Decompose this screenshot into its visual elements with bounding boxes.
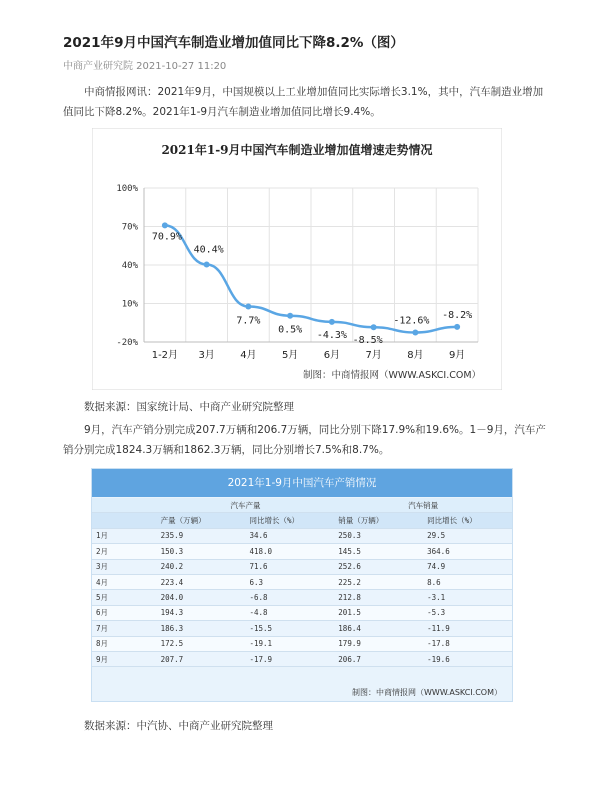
data-point xyxy=(204,261,210,267)
row-month: 9月 xyxy=(92,651,157,666)
row-output: 240.2 xyxy=(157,559,246,574)
row-output: 235.9 xyxy=(157,528,246,543)
output-yoy-header: 同比增长（%） xyxy=(245,513,334,528)
y-tick-label: 10% xyxy=(121,299,138,310)
table-row xyxy=(92,590,512,605)
article-meta: 中商产业研究院 2021-10-27 11:20 xyxy=(63,61,227,72)
data-label: 70.9% xyxy=(151,231,182,243)
x-tick-label: 8月 xyxy=(407,350,424,361)
row-output: 204.0 xyxy=(157,590,246,605)
data-label: 0.5% xyxy=(278,324,303,336)
x-tick-label: 6月 xyxy=(323,350,341,361)
row-output: 207.7 xyxy=(157,651,246,666)
data-label: -8.5% xyxy=(352,335,383,347)
row-sales: 212.8 xyxy=(334,590,423,605)
data-point xyxy=(329,319,335,325)
x-tick-label: 9月 xyxy=(448,350,466,361)
data-point xyxy=(245,303,251,309)
table-row xyxy=(92,651,512,666)
sales-header: 销量（万辆） xyxy=(334,513,423,528)
growth-line-chart xyxy=(92,128,502,390)
row-output-yoy: -19.1 xyxy=(245,636,334,651)
data-label: -12.6% xyxy=(393,315,430,327)
row-month: 8月 xyxy=(92,636,157,651)
article-title: 2021年9月中国汽车制造业增加值同比下降8.2%（图） xyxy=(63,35,404,51)
row-sales: 186.4 xyxy=(334,621,423,636)
production-sales-table xyxy=(91,468,513,702)
row-sales-yoy: 8.6 xyxy=(423,574,512,589)
sales-yoy-header: 同比增长（%） xyxy=(423,513,512,528)
row-output-yoy: -4.8 xyxy=(245,605,334,620)
x-tick-label: 1-2月 xyxy=(151,350,179,361)
row-month: 1月 xyxy=(92,528,157,543)
row-month: 6月 xyxy=(92,605,157,620)
row-output: 150.3 xyxy=(157,544,246,559)
row-output-yoy: -15.5 xyxy=(245,621,334,636)
group-production-header: 汽车产量 xyxy=(157,498,335,513)
row-sales-yoy: -3.1 xyxy=(423,590,512,605)
row-sales: 206.7 xyxy=(334,651,423,666)
data-point xyxy=(162,222,168,228)
x-tick-label: 4月 xyxy=(240,350,257,361)
month-header xyxy=(92,513,157,528)
y-tick-label: 70% xyxy=(121,222,138,233)
intro-paragraph: 中商情报网讯：2021年9月，中国规模以上工业增加值同比实际增长3.1%，其中，汽车制造业增加值同比下降8.2%。2021年1-9月汽车制造业增加值同比增长9.4%。 xyxy=(63,86,544,118)
table-row xyxy=(92,621,512,636)
x-tick-label: 3月 xyxy=(198,350,215,361)
y-tick-label: 100% xyxy=(116,184,138,194)
table-row xyxy=(92,528,512,543)
table-row xyxy=(92,636,512,651)
table-row xyxy=(92,605,512,620)
table-credit: 制图：中商情报网（WWW.ASKCI.COM） xyxy=(352,688,502,697)
row-output-yoy: 71.6 xyxy=(245,559,334,574)
data-label: -8.2% xyxy=(442,309,473,321)
table-row xyxy=(92,559,512,574)
data-point xyxy=(371,324,377,330)
x-tick-label: 7月 xyxy=(365,350,382,361)
production-sales-grid xyxy=(92,498,512,667)
table-corner xyxy=(92,498,157,513)
row-output-yoy: -17.9 xyxy=(245,651,334,666)
y-tick-label: 40% xyxy=(121,261,138,271)
row-output: 172.5 xyxy=(157,636,246,651)
table-source-note: 数据来源：中汽协、中商产业研究院整理 xyxy=(84,720,273,732)
row-sales-yoy: -11.9 xyxy=(423,621,512,636)
chart-source-note: 数据来源：国家统计局、中商产业研究院整理 xyxy=(84,401,294,413)
row-output-yoy: 6.3 xyxy=(245,574,334,589)
row-sales-yoy: 29.5 xyxy=(423,528,512,543)
row-output-yoy: 418.0 xyxy=(245,544,334,559)
row-sales: 201.5 xyxy=(334,605,423,620)
row-sales-yoy: -17.8 xyxy=(423,636,512,651)
group-sales-header: 汽车销量 xyxy=(334,498,512,513)
data-label: 40.4% xyxy=(193,244,224,256)
row-sales-yoy: -19.6 xyxy=(423,651,512,666)
row-month: 2月 xyxy=(92,544,157,559)
data-label: -4.3% xyxy=(316,329,347,341)
output-header: 产量（万辆） xyxy=(157,513,246,528)
sales-paragraph: 9月，汽车产销分别完成207.7万辆和206.7万辆，同比分别下降17.9%和19.6%。1－9月，汽车产销分别完成1824.3万辆和1862.3万辆，同比分别增长7.5%和8.7%。 xyxy=(63,424,546,456)
data-point xyxy=(287,313,293,319)
row-output: 223.4 xyxy=(157,574,246,589)
row-sales: 225.2 xyxy=(334,574,423,589)
row-month: 7月 xyxy=(92,621,157,636)
row-sales: 179.9 xyxy=(334,636,423,651)
row-sales: 252.6 xyxy=(334,559,423,574)
data-label: 7.7% xyxy=(236,315,261,327)
y-tick-label: -20% xyxy=(116,338,138,348)
row-sales-yoy: 364.6 xyxy=(423,544,512,559)
row-output: 186.3 xyxy=(157,621,246,636)
row-sales: 145.5 xyxy=(334,544,423,559)
row-output-yoy: -6.8 xyxy=(245,590,334,605)
row-sales-yoy: 74.9 xyxy=(423,559,512,574)
data-point xyxy=(454,324,460,330)
row-output: 194.3 xyxy=(157,605,246,620)
row-sales: 250.3 xyxy=(334,528,423,543)
table-title: 2021年1-9月中国汽车产销情况 xyxy=(92,469,512,497)
row-output-yoy: 34.6 xyxy=(245,528,334,543)
row-month: 5月 xyxy=(92,590,157,605)
row-sales-yoy: -5.3 xyxy=(423,605,512,620)
table-row xyxy=(92,574,512,589)
chart-credit: 制图：中商情报网（WWW.ASKCI.COM） xyxy=(302,370,482,381)
table-row xyxy=(92,544,512,559)
row-month: 4月 xyxy=(92,574,157,589)
chart-title: 2021年1-9月中国汽车制造业增加值增速走势情况 xyxy=(161,143,433,157)
row-month: 3月 xyxy=(92,559,157,574)
data-point xyxy=(412,330,418,336)
x-tick-label: 5月 xyxy=(281,350,299,361)
